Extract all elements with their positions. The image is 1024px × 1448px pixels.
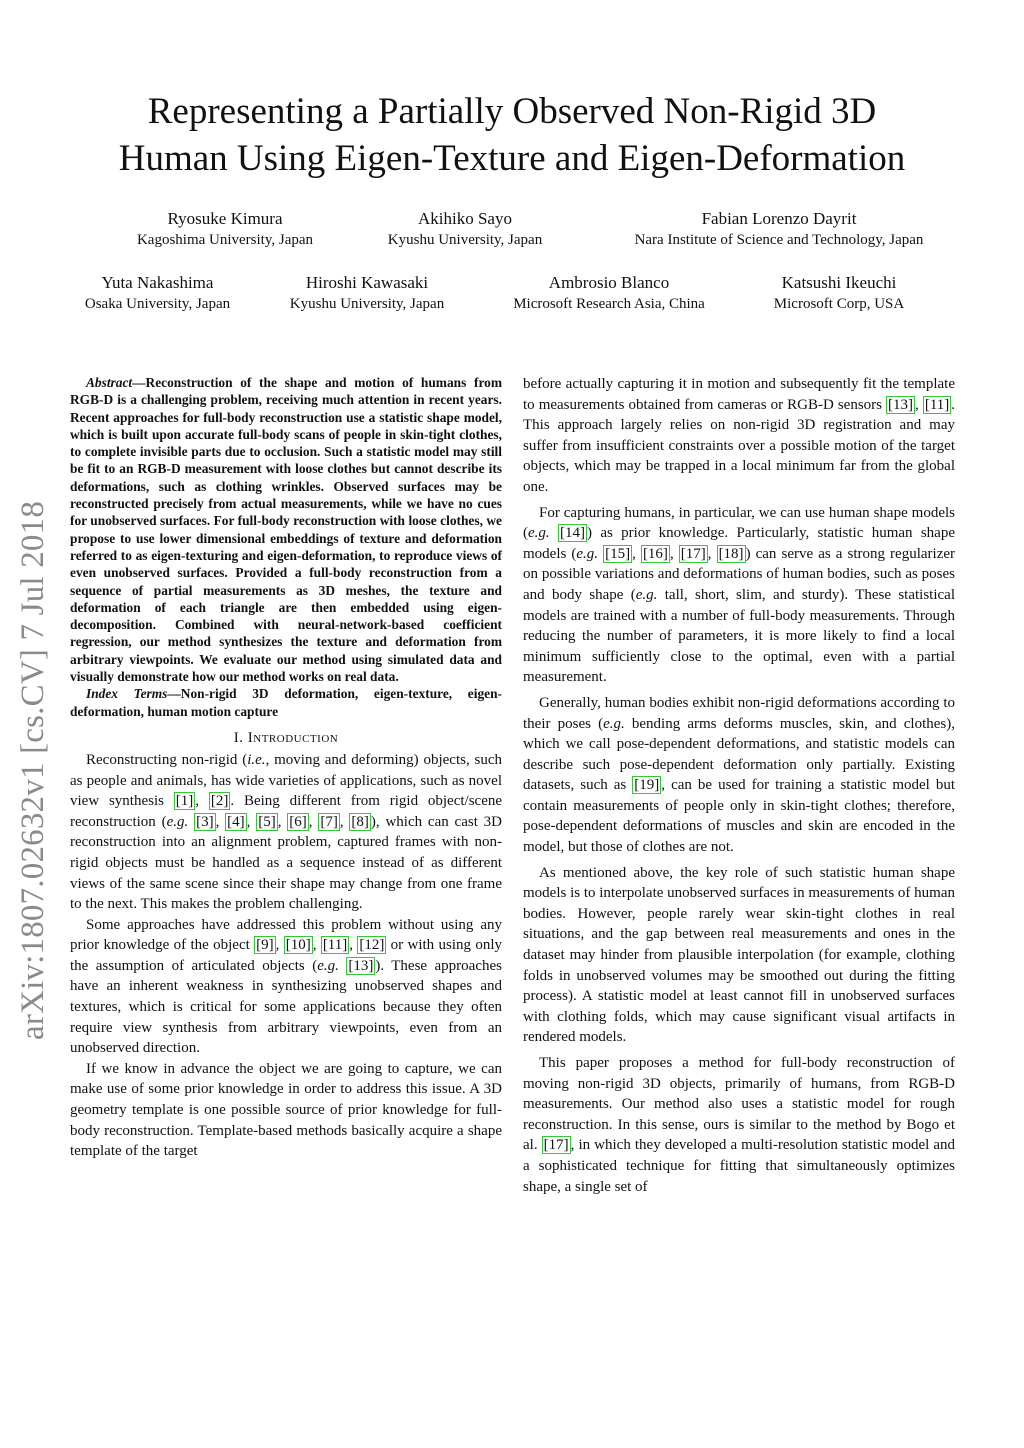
author-name: Ambrosio Blanco [548,273,670,292]
title-line-2: Human Using Eigen-Texture and Eigen-Deformation [118,138,906,179]
text-run: . Being different from rigid object/scene reconstruction ( [70,793,503,830]
abstract [70,374,502,685]
paragraph: Some approaches have addressed this problem without using any prior knowledge of the object [9] , [10] , [11] , [12] or with using only the assumption of articulated objects (e.g. [13] ). These approaches have an inherent weakness in synthesizing unobserved shapes and textures, which is critical for some applications because they often require view synthesis from arbitrary viewpoints, even from an unobserved direction. [70,916,503,1057]
author-affiliation: Nara Institute of Science and Technology, Japan [634,232,924,248]
text-run: For capturing humans, in particular, we can use human shape models ( [523,504,955,542]
author-block [268,272,466,314]
citation-link[interactable]: [12] [359,937,385,954]
citation-link[interactable]: [4] [227,813,245,830]
author-affiliation: Kyushu University, Japan [289,296,445,312]
paper-title [40,88,984,182]
citation-link[interactable]: [17] [543,1137,569,1154]
text-run: tall, short, slim, and sturdy). These statistical models are trained with a number of full-body measurements. Through reducing the number of parameters, it is more likely to find a local minimum sufficiently close to the optimal, even with a partial measurement. [523,586,955,686]
title-line-1: Representing a Partially Observed Non-Rigid 3D [147,91,877,132]
text-run: bending arms deforms muscles, skin, and clothes), which we call pose-dependent deformations, and statistic models can describe such pose-dependent deformation only partially. Existing datasets, such as [523,715,955,794]
paragraph: As mentioned above, the key role of such statistic human shape models is to interpolate unobserved surfaces in measurements of human bodies. However, people rarely wear skin-tight clothes in real situations, and the gap between real measurements and ones in the dataset may hinder from plausible interpolation (for example, clothing folds in unobserved volumes may be smoothed out during the fitting process). A statistic model at least cannot fill in unobserved surfaces with clothing folds, which may cause significant visual artifacts in rendered models. [523,864,955,1046]
citation-link[interactable]: [15] [605,545,631,562]
citation-link[interactable]: [11] [322,937,348,954]
index-terms-text: —Non-rigid 3D deformation, eigen-texture, eigen-deformation, human motion capture [70,686,502,719]
paragraph: before actually capturing it in motion and subsequently fit the template to measurements obtained from cameras or RGB-D sensors [13] , [11] . This approach largely relies on non-rigid 3D registration and may suffer from insufficient constraints over a possible motion of the target objects, which may be trapped in a local minimum far from the global one. [523,376,956,495]
author-block [360,208,570,250]
text-run: before actually capturing it in motion and subsequently fit the template to measurements obtained from cameras or RGB-D sensors [523,376,955,413]
paragraph: If we know in advance the object we are going to capture, we can make use of some prior knowledge in order to address this issue. A 3D geometry template is one possible source of prior knowledge for full-body reconstruction. Template-based methods basically acquire a shape template of the target [70,1060,502,1160]
citation-link[interactable]: [3] [196,813,214,830]
section-heading: I. Introduction [233,729,339,746]
text-run: Generally, human bodies exhibit non-rigid deformations according to their poses ( [523,694,955,732]
citation-link[interactable]: [2] [210,793,229,810]
text-run: ), which can cast 3D reconstruction into an alignment problem, captured frames with non-rigid objects must be handled as a sequence instead of as different views of the same scene since their shape may change from one frame to the next. This makes the problem challenging. [70,813,503,913]
author-block [484,272,734,314]
text-run: e.g. [317,957,339,974]
index-terms [70,685,502,720]
text-run: e.g. [635,586,658,603]
author-affiliation: Microsoft Corp, USA [773,296,905,312]
index-terms-label: Index Terms [86,686,168,702]
citation-link[interactable]: [16] [642,545,668,562]
author-affiliation: Kyushu University, Japan [387,232,543,248]
citation-link[interactable]: [6] [289,813,307,830]
author-affiliation: Kagoshima University, Japan [136,232,314,248]
citation-link[interactable]: [11] [924,396,950,413]
text-run: e.g. [603,715,625,732]
text-run: Reconstructing non-rigid ( [86,751,248,768]
paragraph: Reconstructing non-rigid (i.e., moving and deforming) objects, such as people and animals, has wide varieties of applications, such as novel view synthesis [1] , [2] . Being different from rigid object/scene reconstruction (e.g. [3] , [4] , [5] , [6] , [7] , [8] ), which can cast 3D reconstruction into an alignment problem, captured frames with non-rigid objects must be handled as a sequence instead of as different views of the same scene since their shape may change from one frame to the next. This makes the problem challenging. [70,751,503,913]
text-run: Some approaches have addressed this problem without using any prior knowledge of the object [70,916,502,954]
text-run: , can be used for training a statistic model but contain measurements of people only in skin-tight clothes; therefore, pose-dependent deformations of muscles and skin are encoded in the model, but those of clothes are not. [523,777,955,856]
author-name: Katsushi Ikeuchi [781,273,897,292]
citation-link[interactable]: [10] [285,937,311,954]
right-column [523,374,955,1197]
text-run: i.e. [247,751,266,768]
citation-link[interactable]: [1] [175,793,194,810]
author-name: Hiroshi Kawasaki [305,273,429,292]
author-block [60,272,255,314]
citation-link[interactable]: [17] [680,545,706,562]
author-block [110,208,340,250]
abstract-text: —Reconstruction of the shape and motion of humans from RGB-D is a challenging problem, receiving much attention in recent years. Recent approaches for full-body reconstruction use a statistic shape model, which is built upon accurate full-body scans of people in skin-tight clothes, to complete invisible parts due to occlusion. Such a statistic model may still be fit to an RGB-D measurement with loose clothes but cannot describe its deformations, such as clothing wrinkles. Observed surfaces may be reconstructed precisely from actual measurements, while we have no cues for unobserved surfaces. For full-body reconstruction with loose clothes, we propose to use lower dimensional embeddings of texture and deformation referred to as eigen-texturing and eigen-deformation, to reproduce views of even unobserved surfaces. Provided a full-body reconstruction from a sequence of partial measurements as 3D meshes, the texture and deformation of each triangle are then embedded using eigen-decomposition. Combined with neural-network-based coefficient regression, our method synthesizes the texture and deformation from arbitrary viewpoints. We evaluate our method using simulated data and visually demonstrate how our method works on real data. [70,375,502,685]
text-run: ). These approaches have an inherent weakness in synthesizing unobserved shapes and textures, which is critical for some applications because they often require view synthesis from arbitrary viewpoints, even from an unobserved direction. [70,957,502,1057]
citation-link[interactable]: [18] [718,545,744,562]
abstract-label: Abstract [86,375,133,390]
paragraph [523,693,955,858]
citation-link[interactable]: [19] [634,777,660,794]
citation-link[interactable]: [13] [348,957,374,974]
paragraph: For capturing humans, in particular, we can use human shape models (e.g. [14] ) as prior knowledge. Particularly, statistic human shape models (e.g. [15] , [16] , [17] , [18] ) can serve as a strong regularizer on possible variations and deformations of human bodies, such as poses and body shape (e.g. tall, short, slim, and sturdy). These statistical models are trained with a number of full-body measurements. Through reducing the number of parameters, it is more likely to find a local minimum sufficiently close to the optimal, even with a partial measurement. [523,504,955,686]
author-block [748,272,930,314]
author-name: Fabian Lorenzo Dayrit [701,209,857,228]
paragraph [523,1053,955,1197]
text-run: , moving and deforming) objects, such as people and animals, has wide varieties of applications, such as novel view synthesis [70,751,502,810]
author-name: Ryosuke Kimura [167,209,283,228]
citation-link[interactable]: [13] [888,396,914,413]
text-run: . This approach largely relies on non-rigid 3D registration and may suffer from insufficient constraints over a possible motion of the target objects, which may be trapped in a local minimum far from the global one. [523,396,956,495]
text-run: This paper proposes a method for full-body reconstruction of moving non-rigid 3D objects, primarily of humans, from RGB-D measurements. Our method also uses a statistic model for rough reconstruction. In this sense, ours is similar to the method by Bogo et al. [523,1055,955,1154]
author-affiliation: Microsoft Research Asia, China [513,296,705,312]
text-run: ) can serve as a strong regularizer on possible variations and deformations of human bodies, such as poses and body shape ( [523,545,955,603]
author-name: Akihiko Sayo [418,209,512,228]
arxiv-stamp: arXiv:1807.02632v1 [cs.CV] 7 Jul 2018 [15,500,51,1040]
text-run: e.g. [576,545,599,562]
citation-link[interactable]: [5] [258,813,276,830]
text-run: , in which they developed a multi-resolution statistic model and a sophisticated technique for fitting that simultaneously optimizes shape, a single set of [523,1137,955,1195]
author-name: Yuta Nakashima [101,273,214,292]
citation-link[interactable]: [7] [320,813,338,830]
text-run: e.g. [166,813,189,830]
left-column [70,374,502,1162]
author-affiliation: Osaka University, Japan [84,296,231,312]
text-run: ) as prior knowledge. Particularly, statistic human shape models ( [523,525,955,562]
citation-link[interactable]: [9] [256,937,274,954]
author-block [598,208,960,250]
citation-link[interactable]: [14] [560,525,585,542]
text-run: or with using only the assumption of articulated objects ( [70,937,503,974]
citation-link[interactable]: [8] [351,813,369,830]
text-run: e.g. [528,525,550,542]
